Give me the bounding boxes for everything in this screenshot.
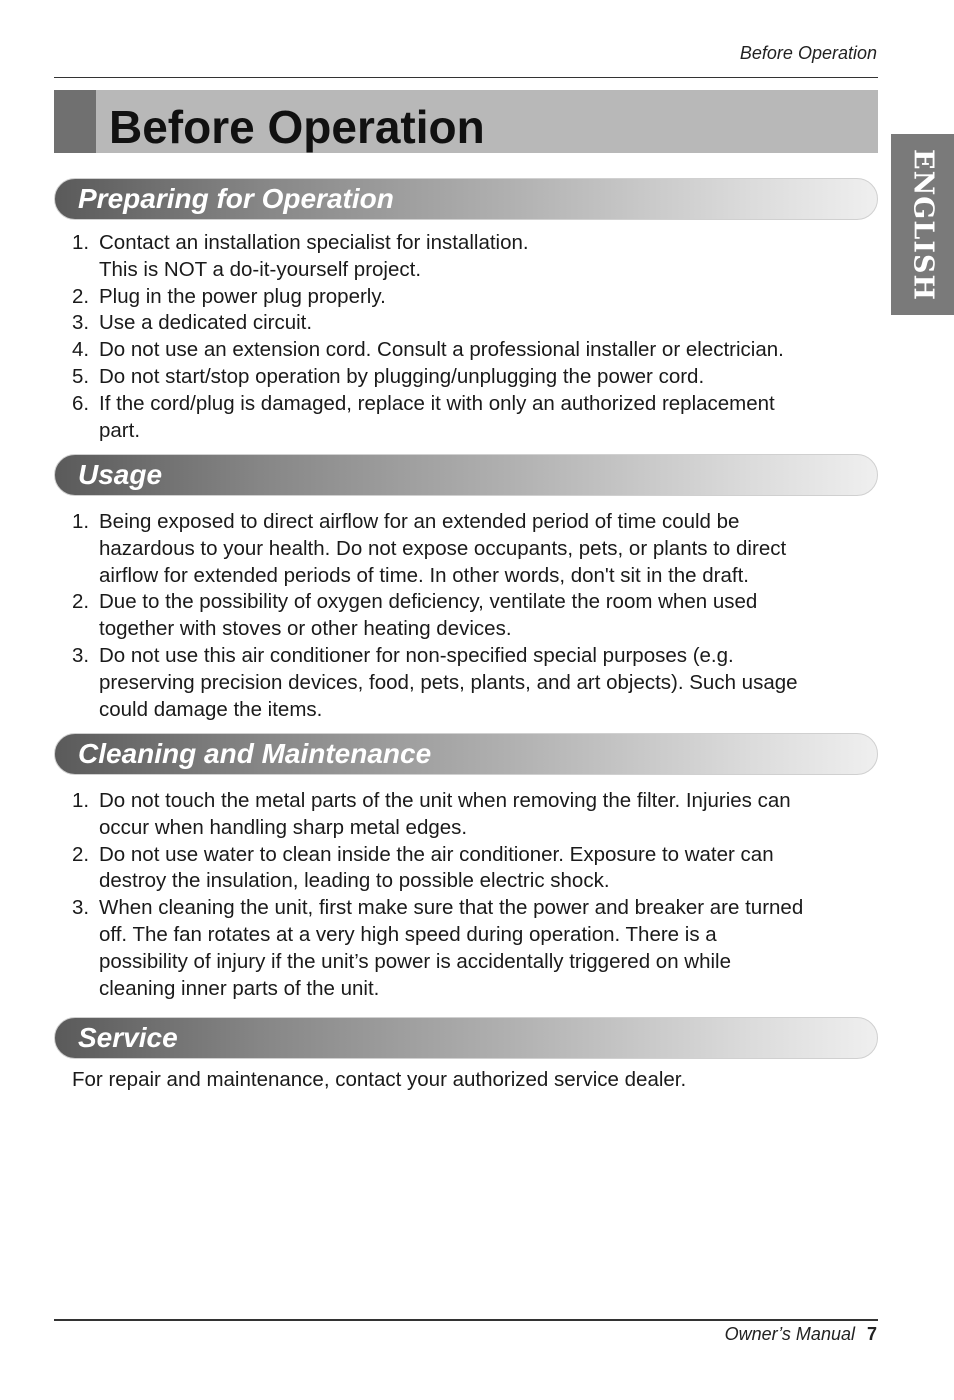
- list-item-number: 1.: [72, 231, 90, 254]
- list-item-text: Being exposed to direct airflow for an extended period of time could be: [99, 510, 740, 533]
- list-item-text: Do not start/stop operation by plugging/unplugging the power cord.: [99, 364, 705, 388]
- list-item-text: This is NOT a do-it-yourself project.: [99, 257, 422, 281]
- list-item: [72, 589, 882, 643]
- list-item-number: 5.: [72, 364, 90, 388]
- header-divider: [54, 77, 878, 78]
- list-item-text: part.: [99, 418, 141, 442]
- section-title: Cleaning and Maintenance: [78, 738, 432, 769]
- list-item-text: destroy the insulation, leading to possible electric shock.: [99, 869, 610, 893]
- list-item-number: 6.: [72, 391, 90, 415]
- title-accent-block: [54, 90, 96, 153]
- list-item-text: If the cord/plug is damaged, replace it with only an authorized replacement: [99, 391, 775, 415]
- section-title: Service: [78, 1022, 178, 1053]
- list-item-text: possibility of injury if the unit’s power is accidentally triggered on while: [99, 949, 732, 973]
- page-title: Before Operation: [109, 101, 485, 153]
- section-list-usage: [72, 509, 882, 723]
- list-item-text: cleaning inner parts of the unit.: [99, 976, 380, 1000]
- list-item-number: 1.: [72, 510, 90, 533]
- list-item-number: 2.: [72, 284, 90, 308]
- section-header-preparing: [54, 178, 878, 220]
- list-item-text: When cleaning the unit, first make sure that the power and breaker are turned: [99, 896, 804, 920]
- list-item: [72, 643, 882, 723]
- section-list-cleaning: [72, 788, 882, 1002]
- list-item: [72, 230, 882, 284]
- list-item-number: 3.: [72, 311, 90, 335]
- list-item: [72, 391, 882, 445]
- footer-manual-label: Owner’s Manual: [724, 1324, 855, 1344]
- list-item-number: 3.: [72, 896, 90, 920]
- list-item: [72, 895, 882, 1002]
- service-paragraph: For repair and maintenance, contact your authorized service dealer.: [72, 1068, 687, 1091]
- list-item-text: Do not use an extension cord. Consult a professional installer or electrician.: [99, 338, 784, 362]
- section-title: Preparing for Operation: [78, 183, 394, 214]
- list-item-number: 2.: [72, 842, 90, 866]
- list-item-text: Use a dedicated circuit.: [99, 311, 313, 335]
- section-list-preparing: [72, 230, 882, 444]
- list-item-text: preserving precision devices, food, pets, plants, and art objects). Such usage: [99, 670, 798, 694]
- list-item-text: Do not use water to clean inside the air conditioner. Exposure to water can: [99, 842, 774, 866]
- list-item-text: Contact an installation specialist for installation.: [99, 231, 529, 254]
- list-item: [72, 364, 882, 391]
- list-item-text: off. The fan rotates at a very high speed during operation. There is a: [99, 922, 717, 946]
- section-header-service: [54, 1017, 878, 1059]
- list-item-number: 2.: [72, 590, 90, 614]
- page-footer: [725, 1324, 877, 1345]
- section-header-cleaning: [54, 733, 878, 775]
- running-header: Before Operation: [739, 43, 877, 63]
- section-title: Usage: [78, 459, 163, 490]
- section-header-usage: [54, 454, 878, 496]
- language-tab-label: ENGLISH: [907, 148, 938, 301]
- list-item-text: Due to the possibility of oxygen deficiency, ventilate the room when used: [99, 590, 758, 614]
- list-item: [72, 788, 882, 842]
- list-item-text: airflow for extended periods of time. In other words, don't sit in the draft.: [99, 563, 749, 587]
- list-item-text: Plug in the power plug properly.: [99, 284, 386, 308]
- list-item-text: Do not touch the metal parts of the unit when removing the filter. Injuries can: [99, 789, 791, 812]
- list-item-text: Do not use this air conditioner for non-specified special purposes (e.g.: [99, 643, 734, 667]
- list-item-text: together with stoves or other heating devices.: [99, 617, 512, 641]
- list-item-text: hazardous to your health. Do not expose occupants, pets, or plants to direct: [99, 536, 787, 560]
- list-item-number: 1.: [72, 789, 90, 812]
- list-item-text: could damage the items.: [99, 697, 323, 721]
- page-title-bar: [54, 90, 878, 153]
- footer-divider: [54, 1319, 878, 1321]
- list-item-text: occur when handling sharp metal edges.: [99, 815, 468, 839]
- list-item-number: 3.: [72, 643, 90, 667]
- page-number: 7: [866, 1324, 877, 1344]
- list-item: [72, 284, 882, 311]
- list-item: [72, 842, 882, 896]
- language-tab: [891, 134, 954, 315]
- list-item: [72, 509, 882, 589]
- list-item-number: 4.: [72, 338, 90, 362]
- list-item: [72, 310, 882, 337]
- list-item: [72, 337, 882, 364]
